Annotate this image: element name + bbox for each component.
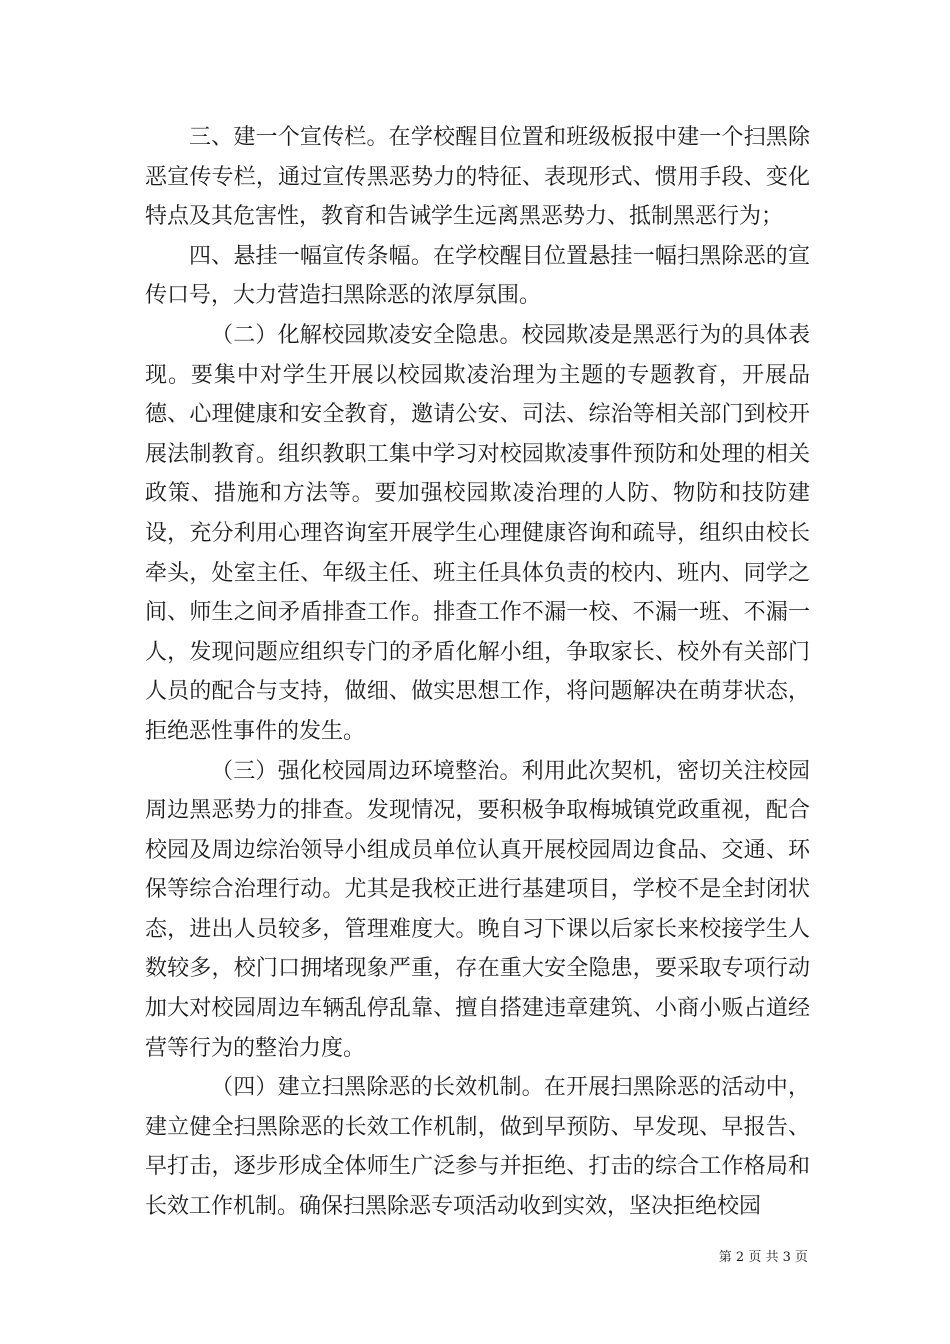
- paragraph-2: 四、悬挂一幅宣传条幅。在学校醒目位置悬挂一幅扫黑除恶的宣传口号，大力营造扫黑除恶的浓厚氛围。: [145, 243, 810, 309]
- paragraph-1: 三、建一个宣传栏。在学校醒目位置和班级板报中建一个扫黑除恶宣传专栏，通过宣传黑恶势力的特征、表现形式、惯用手段、变化特点及其危害性，教育和告诫学生远离黑恶势力、抵制黑恶行为；: [145, 125, 810, 230]
- document-body: [145, 118, 810, 1227]
- page-number: 第 2 页 共 3 页: [718, 1250, 808, 1265]
- paragraph-3: （二）化解校园欺凌安全隐患。校园欺凌是黑恶行为的具体表现。要集中对学生开展以校园欺凌治理为主题的专题教育，开展品德、心理健康和安全教育，邀请公安、司法、综治等相关部门到校开展法制教育。组织教职工集中学习对校园欺凌事件预防和处理的相关政策、措施和方法等。要加强校园欺凌治理的人防、物防和技防建设，充分利用心理咨询室开展学生心理健康咨询和疏导，组织由校长牵头，处室主任、年级主任、班主任具体负责的校内、班内、同学之间、师生之间矛盾排查工作。排查工作不漏一校、不漏一班、不漏一人，发现问题应组织专门的矛盾化解小组，争取家长、校外有关部门人员的配合与支持，做细、做实思想工作，将问题解决在萌芽状态，拒绝恶性事件的发生。: [145, 322, 810, 744]
- paragraph-5: （四）建立扫黑除恶的长效机制。在开展扫黑除恶的活动中，建立健全扫黑除恶的长效工作机制，做到早预防、早发现、早报告、早打击，逐步形成全体师生广泛参与并拒绝、打击的综合工作格局和长效工作机制。确保扫黑除恶专项活动收到实效，坚决拒绝校园: [145, 1075, 810, 1220]
- paragraph-4: （三）强化校园周边环境整治。利用此次契机，密切关注校园周边黑恶势力的排查。发现情况，要积极争取梅城镇党政重视，配合校园及周边综治领导小组成员单位认真开展校园周边食品、交通、环保等综合治理行动。尤其是我校正进行基建项目，学校不是全封闭状态，进出人员较多，管理难度大。晚自习下课以后家长来校接学生人数较多，校门口拥堵现象严重，存在重大安全隐患，要采取专项行动加大对校园周边车辆乱停乱靠、擅自搭建违章建筑、小商小贩占道经营等行为的整治力度。: [145, 758, 810, 1061]
- page-footer: [0, 1246, 808, 1265]
